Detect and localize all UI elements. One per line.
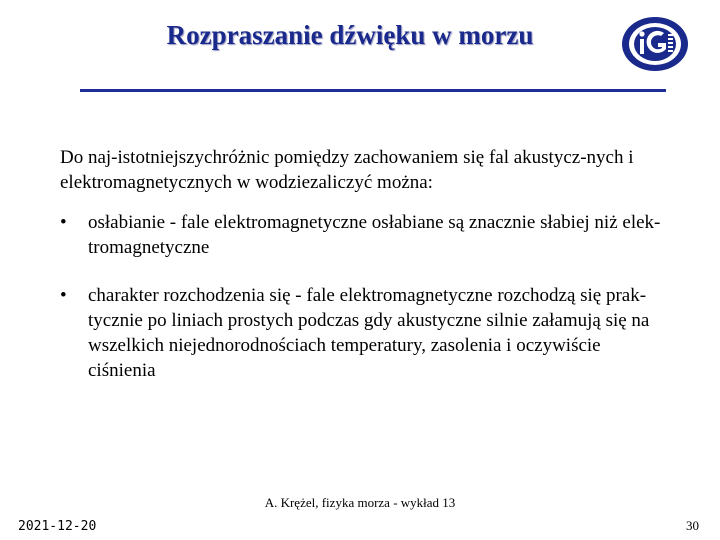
- list-item: [60, 210, 670, 260]
- slide-title: Rozpraszanie dźwięku w morzu: [166, 20, 534, 50]
- footer-credit: A. Krężel, fizyka morza - wykład 13: [264, 495, 456, 510]
- bullet-icon: •: [60, 212, 67, 233]
- page-number: 30: [686, 518, 699, 533]
- intro-paragraph: Do naj-istotniejszychróżnic pomiędzy zachowaniem się fal akustycz-nych i elektromagnetycznych w wodziezaliczyć można:: [60, 147, 634, 193]
- bullet-text: osłabianie - fale elektromagnetyczne osłabiane są znacznie słabiej niż elek-tromagnetyczne: [88, 212, 661, 258]
- list-item: [60, 283, 670, 383]
- bullet-list: [60, 210, 670, 383]
- institute-logo-icon: [620, 15, 690, 73]
- slide-date: 2021-12-20: [18, 519, 97, 534]
- bullet-icon: •: [60, 285, 67, 306]
- title-divider: [80, 89, 666, 92]
- bullet-text: charakter rozchodzenia się - fale elektromagnetyczne rozchodzą się prak-tycznie po liniach prostych podczas gdy akustyczne silnie załamują się na wszelkich niejednorodnościach temperatury, zasolenia i oczywiście ciśnienia: [88, 285, 650, 381]
